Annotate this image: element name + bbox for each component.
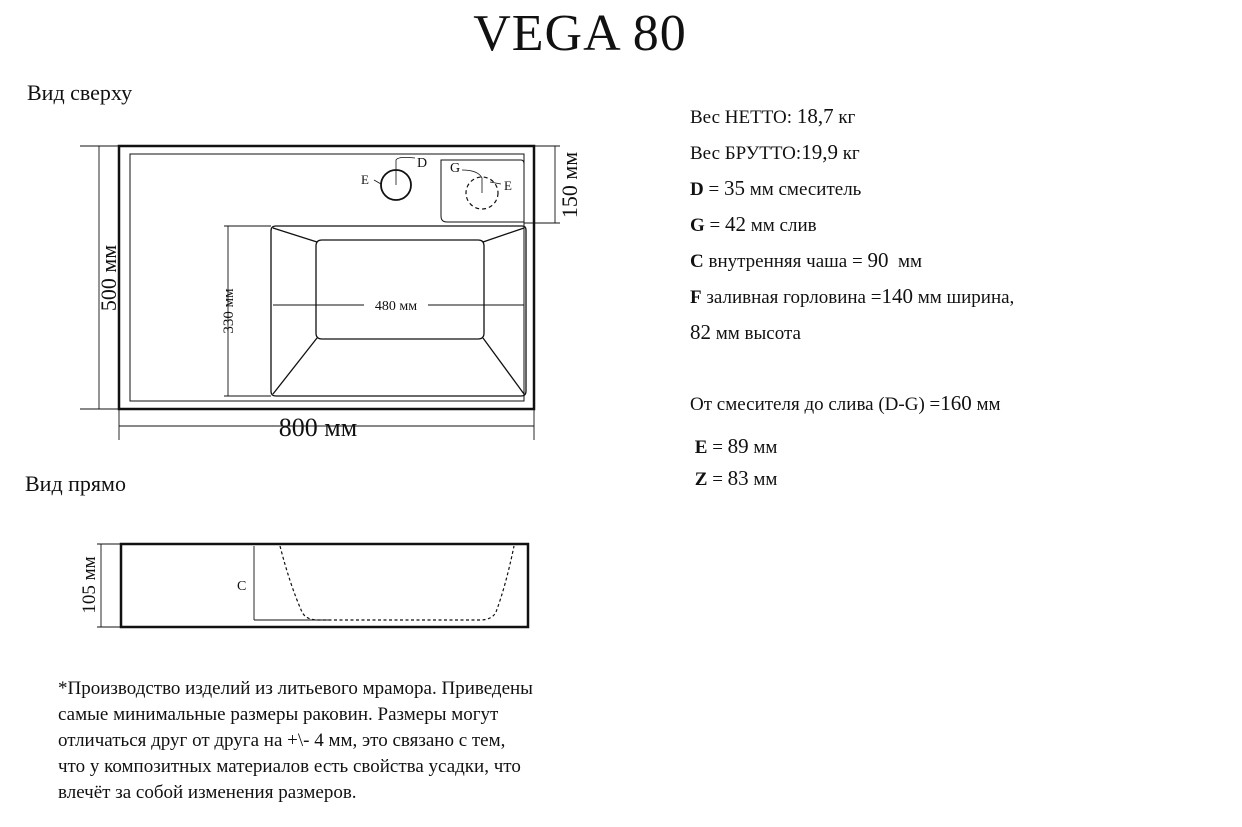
marker-e-right: E [504, 178, 512, 193]
note-line: самые минимальные размеры раковин. Размеры могут [58, 704, 499, 725]
dim-depth-total: 500 мм [96, 244, 121, 312]
marker-c: C [237, 579, 247, 594]
marker-e-left: E [361, 172, 369, 187]
bowl-profile [280, 546, 514, 620]
note-line: влечёт за собой изменения размеров. [58, 782, 357, 803]
spec-c: C внутренняя чаша = 90 мм [690, 248, 922, 272]
dim-deck-depth: 150 мм [557, 151, 582, 219]
note-line: *Производство изделий из литьевого мрамора. Приведены [58, 678, 533, 699]
spec-f: F заливная горловина =140 мм ширина, [690, 284, 1015, 308]
marker-d: D [417, 156, 428, 171]
dim-bowl-width: 480 мм [374, 299, 418, 314]
spec-g: G = 42 мм слив [690, 212, 817, 236]
dim-front-height: 105 мм [79, 556, 100, 614]
basin-outline-front [121, 544, 528, 627]
dim-bowl-length: 330 мм [221, 288, 237, 334]
basin-inner-rim [130, 154, 524, 401]
page-title: VEGA 80 [473, 5, 687, 62]
disclaimer-note [58, 676, 638, 806]
spec-dg: От смесителя до слива (D-G) =160 мм [690, 391, 1001, 415]
spec-netto: Вес НЕТТО: 18,7 кг [690, 104, 856, 128]
note-line: отличаться друг от друга на +\- 4 мм, это связано с тем, [58, 730, 506, 751]
spec-brutto: Вес БРУТТО:19,9 кг [690, 140, 860, 164]
bowl-inner [316, 240, 484, 339]
top-view-label: Вид сверху [27, 80, 133, 105]
spec-d: D = 35 мм смеситель [690, 176, 862, 200]
dim-width-total: 800 мм [278, 413, 358, 442]
front-view-label: Вид прямо [25, 471, 126, 496]
spec-f-height: 82 мм высота [690, 320, 801, 344]
marker-g: G [450, 161, 461, 176]
spec-z: Z = 83 мм [694, 466, 778, 490]
note-line: что у композитных материалов есть свойства усадки, что [58, 756, 521, 777]
basin-outline-top [119, 146, 534, 409]
spec-e: E = 89 мм [694, 434, 778, 458]
